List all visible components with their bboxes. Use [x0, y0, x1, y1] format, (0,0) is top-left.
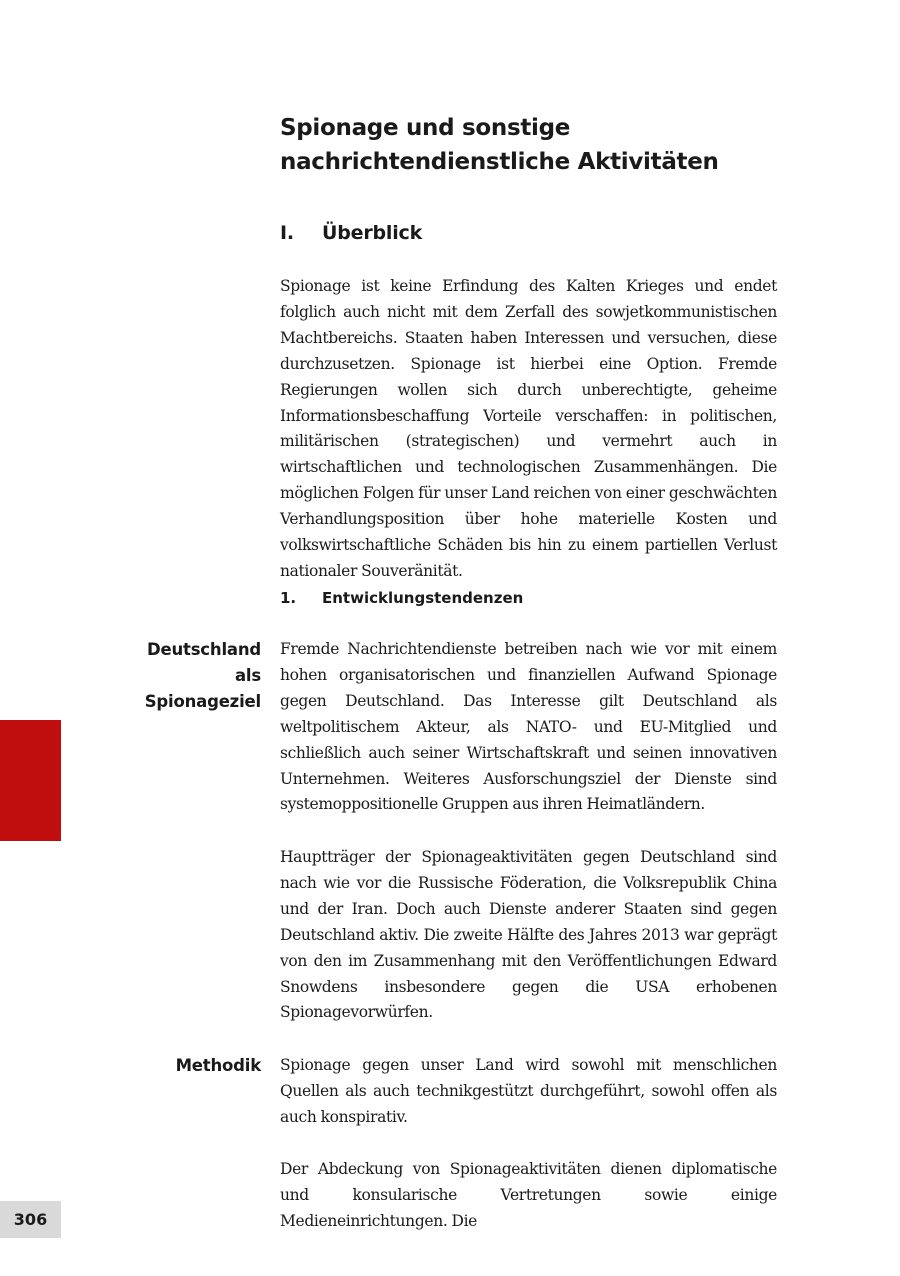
chapter-tab-marker	[0, 720, 61, 841]
paragraph-method: Spionage gegen unser Land wird sowohl mit menschlichen Quellen als auch technikgestützt durchgeführt, sowohl offen als auch konspirativ.	[280, 1056, 777, 1126]
subsection-label: Entwicklungstendenzen	[322, 589, 524, 607]
paragraph-actors: Hauptträger der Spionageaktivitäten gegen Deutschland sind nach wie vor die Russische Föderation, die Volksrepublik China und der Iran. Doch auch Dienste anderer Staaten sind gegen Deutschland aktiv. Die zweite Hälfte des Jahres 2013 war geprägt von den im Zusammenhang mit den Veröffentlichungen Edward Snowdens insbesondere gegen die USA erhobenen Spionagevorwürfen.	[280, 848, 777, 1022]
section-heading	[280, 220, 422, 246]
margin-note-method: Methodik	[175, 1056, 261, 1075]
subsection-heading	[280, 587, 523, 609]
margin-note-target: Deutschland als Spionageziel	[144, 640, 261, 711]
section-label: Überblick	[322, 222, 423, 244]
paragraph-cover: Der Abdeckung von Spionageaktivitäten dienen diplomatische und konsularische Vertretungen sowie einige Medieneinrichtungen. Die	[280, 1160, 777, 1230]
intro-paragraph: Spionage ist keine Erfindung des Kalten Krieges und endet folglich auch nicht mit dem Zerfall des sowjetkommunistischen Machtbereichs. Staaten haben Interessen und versuchen, diese durchzusetzen. Spionage ist hierbei eine Option. Fremde Regierungen wollen sich durch unberechtigte, geheime Informationsbeschaffung Vorteile verschaffen: in politischen, militärischen (strategischen) und vermehrt auch in wirtschaftlichen und technologischen Zusammenhängen. Die möglichen Folgen für unser Land reichen von einer geschwächten Verhandlungsposition über hohe materielle Kosten und volkswirtschaftliche Schäden bis hin zu einem partiellen Verlust nationaler Souveränität.	[280, 277, 777, 580]
paragraph-target: Fremde Nachrichtendienste betreiben nach wie vor mit einem hohen organisatorischen und finanziellen Aufwand Spionage gegen Deutschland. Das Interesse gilt Deutschland als weltpolitischem Akteur, als NATO- und EU-Mitglied und schließlich auch seiner Wirtschaftskraft und seinen innovativen Unternehmen. Weiteres Ausforschungsziel der Dienste sind systemoppositionelle Gruppen aus ihren Heimatländern.	[280, 640, 777, 814]
section-number: I.	[280, 222, 294, 244]
page-title: Spionage und sonstige nachrichtendienstliche Aktivitäten	[280, 115, 719, 175]
page-number: 306	[0, 1201, 61, 1238]
subsection-number: 1.	[280, 589, 297, 607]
